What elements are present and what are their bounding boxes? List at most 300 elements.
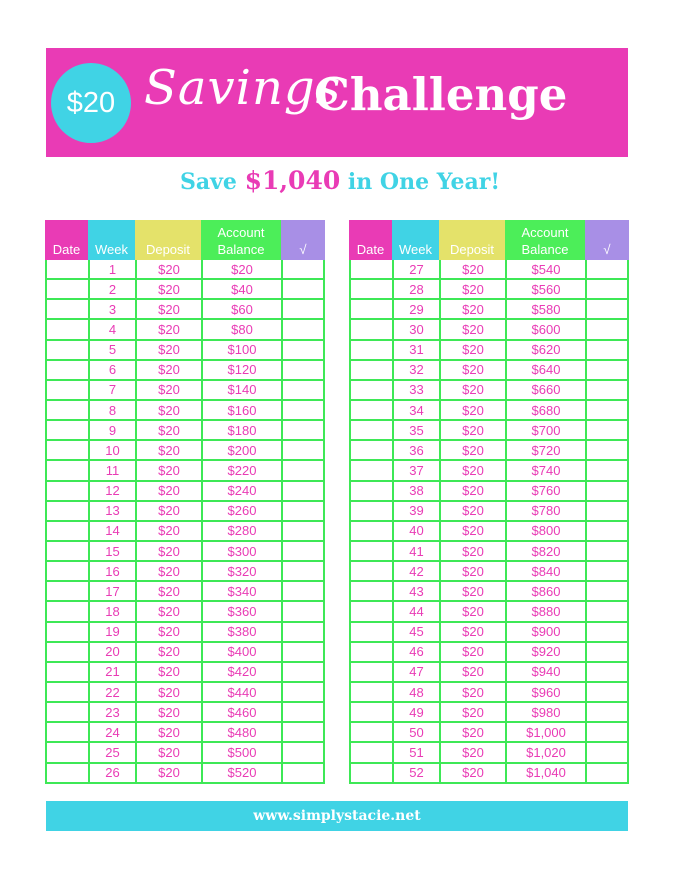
table-row bbox=[351, 318, 627, 338]
balance-cell: $160 bbox=[201, 401, 281, 419]
date-cell[interactable] bbox=[351, 582, 392, 600]
checkbox-cell[interactable] bbox=[585, 461, 627, 479]
week-cell: 16 bbox=[88, 562, 135, 580]
week-cell: 48 bbox=[392, 683, 439, 701]
date-cell[interactable] bbox=[351, 683, 392, 701]
balance-cell: $1,040 bbox=[505, 764, 585, 782]
week-cell: 44 bbox=[392, 602, 439, 620]
checkbox-cell[interactable] bbox=[281, 300, 323, 318]
checkbox-cell[interactable] bbox=[585, 421, 627, 439]
balance-cell: $800 bbox=[505, 522, 585, 540]
week-cell: 18 bbox=[88, 602, 135, 620]
date-cell[interactable] bbox=[47, 482, 88, 500]
table-row bbox=[351, 260, 627, 278]
table-row bbox=[351, 580, 627, 600]
week-cell: 40 bbox=[392, 522, 439, 540]
balance-cell: $480 bbox=[201, 723, 281, 741]
week-cell: 32 bbox=[392, 361, 439, 379]
table-row bbox=[351, 359, 627, 379]
date-cell[interactable] bbox=[351, 542, 392, 560]
checkbox-cell[interactable] bbox=[281, 663, 323, 681]
deposit-cell: $20 bbox=[439, 703, 505, 721]
deposit-cell: $20 bbox=[439, 401, 505, 419]
table-row bbox=[351, 560, 627, 580]
balance-cell: $20 bbox=[201, 260, 281, 278]
deposit-cell: $20 bbox=[439, 341, 505, 359]
title-main-word: Challenge bbox=[314, 68, 568, 121]
week-cell: 26 bbox=[88, 764, 135, 782]
deposit-cell: $20 bbox=[135, 341, 201, 359]
checkbox-cell[interactable] bbox=[585, 401, 627, 419]
checkbox-cell[interactable] bbox=[281, 341, 323, 359]
balance-cell: $500 bbox=[201, 743, 281, 761]
deposit-cell: $20 bbox=[439, 421, 505, 439]
deposit-cell: $20 bbox=[135, 562, 201, 580]
table-row bbox=[47, 500, 323, 520]
date-cell[interactable] bbox=[47, 602, 88, 620]
deposit-cell: $20 bbox=[439, 562, 505, 580]
table-row bbox=[351, 701, 627, 721]
table-row bbox=[47, 399, 323, 419]
deposit-cell: $20 bbox=[439, 280, 505, 298]
subtitle bbox=[0, 166, 680, 195]
balance-cell: $620 bbox=[505, 341, 585, 359]
checkbox-cell[interactable] bbox=[281, 502, 323, 520]
balance-cell: $840 bbox=[505, 562, 585, 580]
week-cell: 9 bbox=[88, 421, 135, 439]
week-cell: 3 bbox=[88, 300, 135, 318]
checkbox-cell[interactable] bbox=[281, 542, 323, 560]
date-cell[interactable] bbox=[47, 582, 88, 600]
week-cell: 12 bbox=[88, 482, 135, 500]
date-cell[interactable] bbox=[351, 562, 392, 580]
checkbox-cell[interactable] bbox=[585, 623, 627, 641]
balance-cell: $720 bbox=[505, 441, 585, 459]
deposit-cell: $20 bbox=[135, 300, 201, 318]
week-cell: 2 bbox=[88, 280, 135, 298]
date-cell[interactable] bbox=[351, 421, 392, 439]
balance-cell: $180 bbox=[201, 421, 281, 439]
header-check bbox=[281, 220, 325, 260]
week-cell: 7 bbox=[88, 381, 135, 399]
balance-cell: $220 bbox=[201, 461, 281, 479]
week-cell: 14 bbox=[88, 522, 135, 540]
date-cell[interactable] bbox=[47, 502, 88, 520]
table-row bbox=[351, 641, 627, 661]
checkbox-cell[interactable] bbox=[281, 482, 323, 500]
checkbox-cell[interactable] bbox=[281, 441, 323, 459]
checkbox-cell[interactable] bbox=[585, 562, 627, 580]
checkbox-cell[interactable] bbox=[585, 300, 627, 318]
balance-cell: $40 bbox=[201, 280, 281, 298]
balance-cell: $820 bbox=[505, 542, 585, 560]
table-row bbox=[47, 419, 323, 439]
checkbox-cell[interactable] bbox=[281, 381, 323, 399]
date-cell[interactable] bbox=[351, 764, 392, 782]
checkbox-cell[interactable] bbox=[585, 522, 627, 540]
week-cell: 20 bbox=[88, 643, 135, 661]
checkbox-cell[interactable] bbox=[585, 703, 627, 721]
checkbox-cell[interactable] bbox=[281, 562, 323, 580]
balance-cell: $240 bbox=[201, 482, 281, 500]
checkbox-cell[interactable] bbox=[281, 361, 323, 379]
deposit-cell: $20 bbox=[439, 602, 505, 620]
table-row bbox=[351, 480, 627, 500]
balance-cell: $140 bbox=[201, 381, 281, 399]
balance-cell: $900 bbox=[505, 623, 585, 641]
table-row bbox=[47, 439, 323, 459]
date-cell[interactable] bbox=[351, 461, 392, 479]
table-row bbox=[351, 439, 627, 459]
date-cell[interactable] bbox=[351, 401, 392, 419]
date-cell[interactable] bbox=[351, 502, 392, 520]
deposit-cell: $20 bbox=[135, 542, 201, 560]
checkbox-cell[interactable] bbox=[585, 582, 627, 600]
deposit-cell: $20 bbox=[135, 361, 201, 379]
balance-cell: $520 bbox=[201, 764, 281, 782]
savings-table-left bbox=[45, 220, 325, 784]
week-cell: 51 bbox=[392, 743, 439, 761]
header-deposit-label: Deposit bbox=[145, 242, 191, 257]
deposit-cell: $20 bbox=[135, 482, 201, 500]
date-cell[interactable] bbox=[47, 320, 88, 338]
date-cell[interactable] bbox=[47, 643, 88, 661]
balance-cell: $880 bbox=[505, 602, 585, 620]
week-cell: 34 bbox=[392, 401, 439, 419]
week-cell: 35 bbox=[392, 421, 439, 439]
balance-cell: $120 bbox=[201, 361, 281, 379]
table-row bbox=[351, 278, 627, 298]
table-row bbox=[351, 419, 627, 439]
table-row bbox=[47, 641, 323, 661]
week-cell: 25 bbox=[88, 743, 135, 761]
checkbox-cell[interactable] bbox=[585, 683, 627, 701]
week-cell: 41 bbox=[392, 542, 439, 560]
table-row bbox=[47, 560, 323, 580]
table-row bbox=[351, 681, 627, 701]
checkbox-cell[interactable] bbox=[281, 623, 323, 641]
balance-cell: $780 bbox=[505, 502, 585, 520]
date-cell[interactable] bbox=[351, 482, 392, 500]
checkbox-cell[interactable] bbox=[281, 522, 323, 540]
date-cell[interactable] bbox=[351, 260, 392, 278]
checkbox-cell[interactable] bbox=[281, 643, 323, 661]
balance-cell: $60 bbox=[201, 300, 281, 318]
week-cell: 19 bbox=[88, 623, 135, 641]
week-cell: 31 bbox=[392, 341, 439, 359]
date-cell[interactable] bbox=[47, 542, 88, 560]
header-deposit-label: Deposit bbox=[449, 242, 495, 257]
title-banner bbox=[46, 48, 628, 157]
table-row bbox=[47, 741, 323, 761]
week-cell: 22 bbox=[88, 683, 135, 701]
table-row bbox=[351, 399, 627, 419]
table-row bbox=[47, 459, 323, 479]
date-cell[interactable] bbox=[47, 361, 88, 379]
deposit-cell: $20 bbox=[439, 764, 505, 782]
checkbox-cell[interactable] bbox=[281, 401, 323, 419]
balance-cell: $940 bbox=[505, 663, 585, 681]
title-script-word: Savings bbox=[144, 60, 342, 116]
checkbox-cell[interactable] bbox=[281, 743, 323, 761]
checkbox-cell[interactable] bbox=[585, 441, 627, 459]
week-cell: 52 bbox=[392, 764, 439, 782]
checkbox-cell[interactable] bbox=[281, 703, 323, 721]
header-check-mark: √ bbox=[299, 242, 307, 257]
balance-cell: $920 bbox=[505, 643, 585, 661]
checkbox-cell[interactable] bbox=[585, 663, 627, 681]
date-cell[interactable] bbox=[351, 280, 392, 298]
week-cell: 1 bbox=[88, 260, 135, 278]
header-week bbox=[392, 220, 439, 260]
balance-cell: $100 bbox=[201, 341, 281, 359]
date-cell[interactable] bbox=[47, 280, 88, 298]
date-cell[interactable] bbox=[351, 522, 392, 540]
week-cell: 4 bbox=[88, 320, 135, 338]
date-cell[interactable] bbox=[351, 361, 392, 379]
date-cell[interactable] bbox=[47, 461, 88, 479]
deposit-cell: $20 bbox=[439, 260, 505, 278]
deposit-cell: $20 bbox=[439, 300, 505, 318]
date-cell[interactable] bbox=[47, 381, 88, 399]
date-cell[interactable] bbox=[47, 341, 88, 359]
table-row bbox=[351, 500, 627, 520]
date-cell[interactable] bbox=[47, 623, 88, 641]
table-row bbox=[47, 278, 323, 298]
date-cell[interactable] bbox=[47, 260, 88, 278]
balance-cell: $600 bbox=[505, 320, 585, 338]
header-balance-line2: Balance bbox=[217, 242, 265, 257]
date-cell[interactable] bbox=[47, 703, 88, 721]
week-cell: 8 bbox=[88, 401, 135, 419]
checkbox-cell[interactable] bbox=[281, 320, 323, 338]
table-row bbox=[351, 600, 627, 620]
balance-cell: $640 bbox=[505, 361, 585, 379]
deposit-cell: $20 bbox=[439, 482, 505, 500]
date-cell[interactable] bbox=[351, 341, 392, 359]
week-cell: 29 bbox=[392, 300, 439, 318]
deposit-cell: $20 bbox=[439, 361, 505, 379]
amount-badge-label: $20 bbox=[66, 86, 116, 119]
deposit-cell: $20 bbox=[439, 683, 505, 701]
table-header bbox=[45, 220, 325, 260]
table-row bbox=[47, 721, 323, 741]
date-cell[interactable] bbox=[47, 723, 88, 741]
header-balance bbox=[505, 220, 585, 260]
table-row bbox=[47, 379, 323, 399]
date-cell[interactable] bbox=[47, 764, 88, 782]
deposit-cell: $20 bbox=[135, 764, 201, 782]
checkbox-cell[interactable] bbox=[281, 602, 323, 620]
checkbox-cell[interactable] bbox=[585, 643, 627, 661]
deposit-cell: $20 bbox=[135, 320, 201, 338]
checkbox-cell[interactable] bbox=[585, 482, 627, 500]
week-cell: 28 bbox=[392, 280, 439, 298]
week-cell: 30 bbox=[392, 320, 439, 338]
balance-cell: $380 bbox=[201, 623, 281, 641]
checkbox-cell[interactable] bbox=[585, 743, 627, 761]
table-row bbox=[47, 621, 323, 641]
week-cell: 5 bbox=[88, 341, 135, 359]
balance-cell: $1,000 bbox=[505, 723, 585, 741]
deposit-cell: $20 bbox=[135, 421, 201, 439]
subtitle-prefix: Save bbox=[179, 169, 245, 195]
deposit-cell: $20 bbox=[135, 703, 201, 721]
table-row bbox=[47, 661, 323, 681]
table-row bbox=[351, 621, 627, 641]
week-cell: 37 bbox=[392, 461, 439, 479]
balance-cell: $960 bbox=[505, 683, 585, 701]
week-cell: 15 bbox=[88, 542, 135, 560]
header-balance-line1: Account bbox=[521, 225, 569, 240]
checkbox-cell[interactable] bbox=[281, 764, 323, 782]
date-cell[interactable] bbox=[351, 602, 392, 620]
date-cell[interactable] bbox=[351, 381, 392, 399]
deposit-cell: $20 bbox=[135, 280, 201, 298]
balance-cell: $460 bbox=[201, 703, 281, 721]
date-cell[interactable] bbox=[47, 441, 88, 459]
date-cell[interactable] bbox=[351, 703, 392, 721]
table-row bbox=[351, 298, 627, 318]
balance-cell: $580 bbox=[505, 300, 585, 318]
table-row bbox=[351, 540, 627, 560]
table-row bbox=[47, 701, 323, 721]
date-cell[interactable] bbox=[47, 683, 88, 701]
subtitle-amount: $1,040 bbox=[244, 166, 341, 195]
date-cell[interactable] bbox=[351, 300, 392, 318]
checkbox-cell[interactable] bbox=[585, 341, 627, 359]
date-cell[interactable] bbox=[47, 663, 88, 681]
checkbox-cell[interactable] bbox=[281, 582, 323, 600]
balance-cell: $540 bbox=[505, 260, 585, 278]
week-cell: 42 bbox=[392, 562, 439, 580]
deposit-cell: $20 bbox=[135, 381, 201, 399]
table-row bbox=[351, 339, 627, 359]
balance-cell: $300 bbox=[201, 542, 281, 560]
week-cell: 33 bbox=[392, 381, 439, 399]
week-cell: 43 bbox=[392, 582, 439, 600]
date-cell[interactable] bbox=[351, 623, 392, 641]
date-cell[interactable] bbox=[351, 643, 392, 661]
checkbox-cell[interactable] bbox=[585, 280, 627, 298]
balance-cell: $980 bbox=[505, 703, 585, 721]
deposit-cell: $20 bbox=[439, 743, 505, 761]
table-row bbox=[351, 661, 627, 681]
deposit-cell: $20 bbox=[439, 502, 505, 520]
checkbox-cell[interactable] bbox=[585, 602, 627, 620]
checkbox-cell[interactable] bbox=[585, 320, 627, 338]
checkbox-cell[interactable] bbox=[585, 723, 627, 741]
table-header bbox=[349, 220, 629, 260]
date-cell[interactable] bbox=[351, 441, 392, 459]
table-row bbox=[351, 459, 627, 479]
checkbox-cell[interactable] bbox=[585, 542, 627, 560]
checkbox-cell[interactable] bbox=[585, 361, 627, 379]
header-check-mark: √ bbox=[603, 242, 611, 257]
week-cell: 49 bbox=[392, 703, 439, 721]
header-deposit bbox=[439, 220, 505, 260]
week-cell: 36 bbox=[392, 441, 439, 459]
deposit-cell: $20 bbox=[439, 723, 505, 741]
deposit-cell: $20 bbox=[135, 743, 201, 761]
date-cell[interactable] bbox=[351, 663, 392, 681]
date-cell[interactable] bbox=[351, 723, 392, 741]
checkbox-cell[interactable] bbox=[281, 461, 323, 479]
savings-table-right bbox=[349, 220, 629, 784]
table-row bbox=[351, 762, 627, 782]
week-cell: 27 bbox=[392, 260, 439, 278]
checkbox-cell[interactable] bbox=[281, 683, 323, 701]
table-row bbox=[47, 318, 323, 338]
date-cell[interactable] bbox=[351, 743, 392, 761]
header-deposit bbox=[135, 220, 201, 260]
table-row bbox=[351, 520, 627, 540]
deposit-cell: $20 bbox=[135, 522, 201, 540]
checkbox-cell[interactable] bbox=[281, 260, 323, 278]
balance-cell: $340 bbox=[201, 582, 281, 600]
table-body bbox=[45, 260, 325, 784]
table-row bbox=[47, 298, 323, 318]
date-cell[interactable] bbox=[47, 743, 88, 761]
date-cell[interactable] bbox=[47, 401, 88, 419]
header-date-label: Date bbox=[356, 242, 385, 257]
subtitle-suffix: in One Year! bbox=[340, 169, 501, 195]
checkbox-cell[interactable] bbox=[281, 421, 323, 439]
table-row bbox=[351, 379, 627, 399]
balance-cell: $740 bbox=[505, 461, 585, 479]
table-row bbox=[47, 580, 323, 600]
week-cell: 38 bbox=[392, 482, 439, 500]
table-body bbox=[349, 260, 629, 784]
header-balance-line1: Account bbox=[217, 225, 265, 240]
checkbox-cell[interactable] bbox=[585, 502, 627, 520]
checkbox-cell[interactable] bbox=[585, 381, 627, 399]
week-cell: 45 bbox=[392, 623, 439, 641]
date-cell[interactable] bbox=[47, 300, 88, 318]
date-cell[interactable] bbox=[351, 320, 392, 338]
deposit-cell: $20 bbox=[135, 663, 201, 681]
deposit-cell: $20 bbox=[439, 643, 505, 661]
checkbox-cell[interactable] bbox=[585, 260, 627, 278]
checkbox-cell[interactable] bbox=[585, 764, 627, 782]
week-cell: 10 bbox=[88, 441, 135, 459]
deposit-cell: $20 bbox=[439, 441, 505, 459]
date-cell[interactable] bbox=[47, 421, 88, 439]
week-cell: 23 bbox=[88, 703, 135, 721]
week-cell: 50 bbox=[392, 723, 439, 741]
header-date bbox=[349, 220, 392, 260]
week-cell: 39 bbox=[392, 502, 439, 520]
date-cell[interactable] bbox=[47, 562, 88, 580]
checkbox-cell[interactable] bbox=[281, 723, 323, 741]
deposit-cell: $20 bbox=[439, 623, 505, 641]
date-cell[interactable] bbox=[47, 522, 88, 540]
balance-cell: $400 bbox=[201, 643, 281, 661]
deposit-cell: $20 bbox=[135, 723, 201, 741]
balance-cell: $760 bbox=[505, 482, 585, 500]
deposit-cell: $20 bbox=[135, 401, 201, 419]
balance-cell: $860 bbox=[505, 582, 585, 600]
header-week bbox=[88, 220, 135, 260]
week-cell: 17 bbox=[88, 582, 135, 600]
checkbox-cell[interactable] bbox=[281, 280, 323, 298]
amount-badge bbox=[51, 63, 131, 143]
table-row bbox=[47, 600, 323, 620]
deposit-cell: $20 bbox=[135, 643, 201, 661]
deposit-cell: $20 bbox=[439, 582, 505, 600]
balance-cell: $420 bbox=[201, 663, 281, 681]
deposit-cell: $20 bbox=[439, 522, 505, 540]
